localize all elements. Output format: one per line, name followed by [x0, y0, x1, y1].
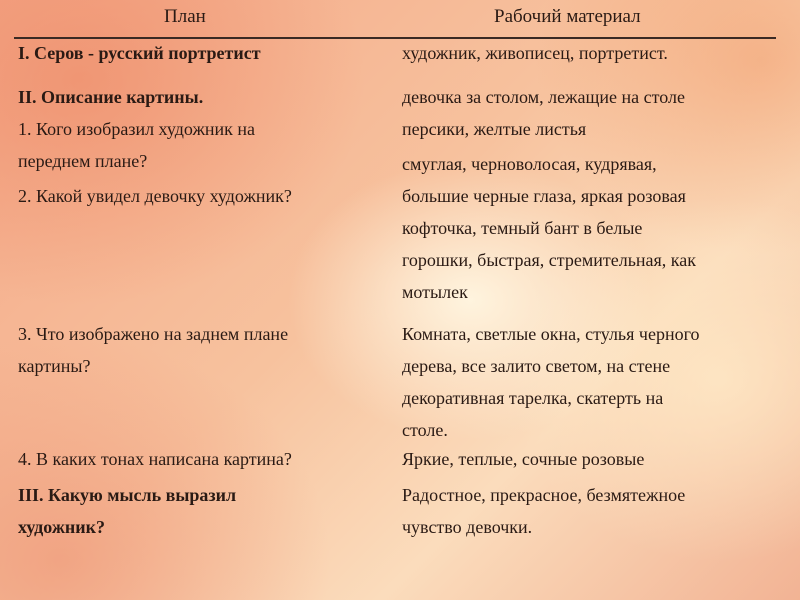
- material-line: большие черные глаза, яркая розовая: [402, 186, 686, 206]
- row-6-material: [402, 443, 644, 475]
- material-line: Яркие, теплые, сочные розовые: [402, 449, 645, 469]
- material-line: смуглая, черноволосая, кудрявая,: [402, 154, 657, 174]
- plan-material-table: [14, 0, 776, 600]
- plan-line: I. Серов - русский портретист: [18, 43, 261, 63]
- material-line: кофточка, темный бант в белые: [402, 218, 643, 238]
- row-1-plan: [18, 37, 261, 69]
- row-2-material: [402, 81, 685, 145]
- material-line: Радостное, прекрасное, безмятежное: [402, 485, 686, 505]
- material-line: мотылек: [402, 282, 468, 302]
- material-line: девочка за столом, лежащие на столе: [402, 87, 685, 107]
- material-line: горошки, быстрая, стремительная, как: [402, 250, 697, 270]
- row-4-material: [402, 148, 696, 308]
- header-material: Рабочий материал: [494, 6, 641, 27]
- row-4-plan: [18, 180, 292, 212]
- row-2-plan: [18, 81, 203, 113]
- plan-line: переднем плане?: [18, 151, 148, 171]
- row-1-material: [402, 37, 668, 69]
- plan-line: 3. Что изображено на заднем плане: [18, 324, 289, 344]
- material-line: персики, желтые листья: [402, 119, 587, 139]
- row-5-material: [402, 318, 700, 446]
- material-line: декоративная тарелка, скатерть на: [402, 388, 664, 408]
- plan-line: II. Описание картины.: [18, 87, 204, 107]
- row-5-plan: [18, 318, 288, 382]
- material-line: дерева, все залито светом, на стене: [402, 356, 671, 376]
- material-line: Комната, светлые окна, стулья черного: [402, 324, 700, 344]
- row-6-plan: [18, 443, 292, 475]
- plan-line: 2. Какой увидел девочку художник?: [18, 186, 292, 206]
- row-7-plan: [18, 479, 236, 543]
- material-line: художник, живописец, портретист.: [402, 43, 668, 63]
- row-7-material: [402, 479, 685, 543]
- plan-line: художник?: [18, 517, 106, 537]
- row-3-plan: [18, 113, 255, 177]
- plan-line: картины?: [18, 356, 91, 376]
- plan-line: III. Какую мысль выразил: [18, 485, 237, 505]
- header-plan: План: [164, 6, 206, 27]
- table-header-row: [14, 0, 776, 39]
- material-line: столе.: [402, 420, 448, 440]
- plan-line: 1. Кого изобразил художник на: [18, 119, 256, 139]
- plan-line: 4. В каких тонах написана картина?: [18, 449, 292, 469]
- material-line: чувство девочки.: [402, 517, 533, 537]
